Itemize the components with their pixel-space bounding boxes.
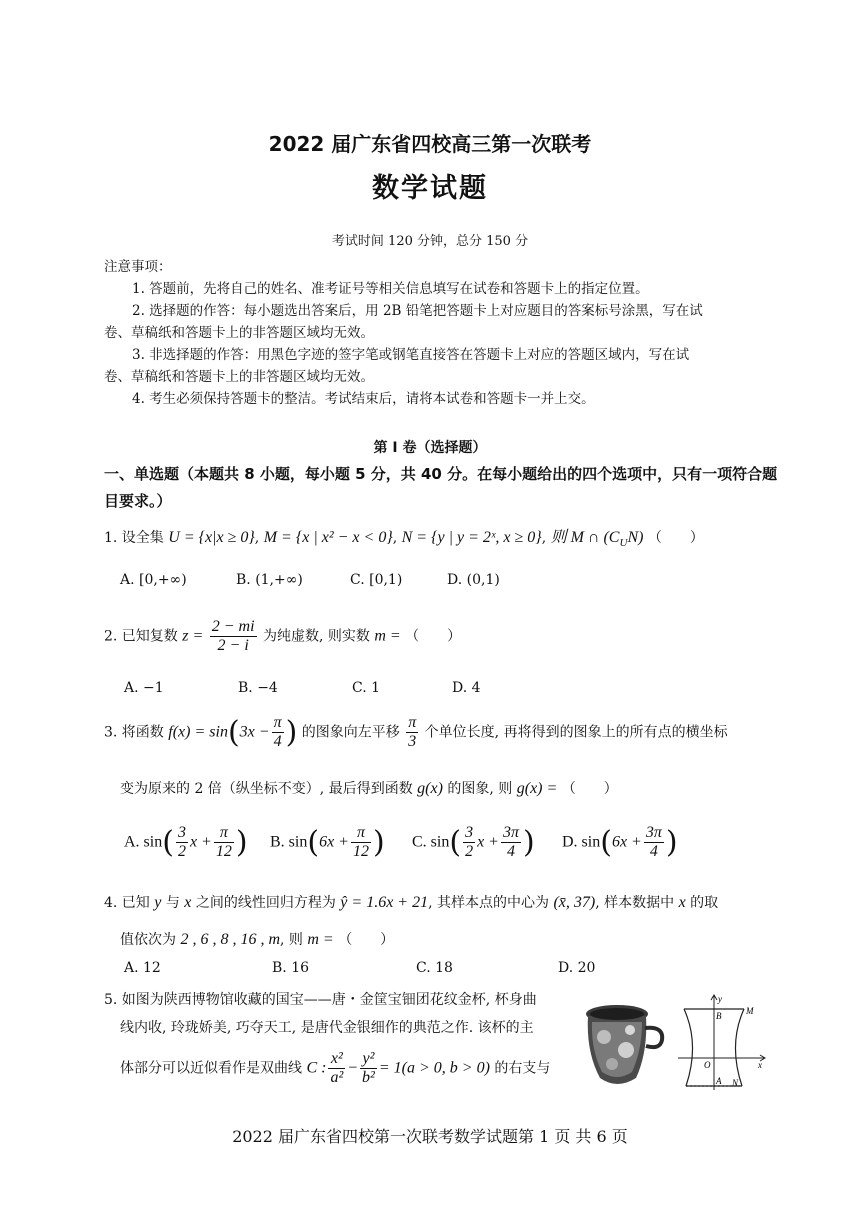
q5-frac-x bbox=[328, 1050, 345, 1087]
golden-cup-image bbox=[586, 1005, 662, 1084]
q3-opt-c-x: x + bbox=[477, 833, 499, 851]
q4-center: (x̄, 37) bbox=[553, 894, 596, 911]
q2-answer-paren: （ ） bbox=[405, 628, 462, 645]
q3-opt-a-frac1 bbox=[176, 824, 188, 861]
part1-heading-line2: 目要求。） bbox=[104, 492, 172, 510]
question-3-line2 bbox=[120, 778, 618, 798]
q3-opt-d-x: 6x + bbox=[611, 833, 642, 851]
fig-label-A: A bbox=[716, 1076, 722, 1086]
q3-pi-2: π bbox=[408, 714, 417, 731]
q3-option-a[interactable] bbox=[124, 824, 248, 861]
fig-label-x: x bbox=[758, 1060, 762, 1070]
q5-eq: = 1(a > 0, b > 0) bbox=[378, 1059, 490, 1077]
q2-z: z = bbox=[182, 627, 204, 645]
q4-line1e: , 样本数据中 bbox=[595, 895, 675, 911]
q3-opt-c-n1: 3 bbox=[465, 824, 474, 841]
q4-line2b: , 则 bbox=[280, 932, 303, 948]
q2-option-a[interactable]: A. −1 bbox=[124, 680, 164, 696]
q3-opt-a-d2: 12 bbox=[215, 843, 232, 860]
q5-minus: − bbox=[347, 1059, 359, 1077]
q3-rest: 个单位长度, 再将得到的图象上的所有点的横坐标 bbox=[424, 724, 728, 741]
fig-label-y: y bbox=[718, 994, 722, 1004]
q2-fraction bbox=[210, 618, 257, 655]
q4-line1d: , 其样本点的中心为 bbox=[428, 895, 549, 911]
q3-opt-a-frac2 bbox=[214, 824, 234, 861]
q2-mid: 为纯虚数, 则实数 bbox=[263, 628, 370, 645]
q3-opt-c-lparen: ( bbox=[449, 825, 462, 860]
q3-pi: π bbox=[273, 714, 282, 731]
notice-item-2b: 卷、草稿纸和答题卡上的非答题区域均无效。 bbox=[104, 325, 374, 341]
q1-prefix: 1. 设全集 bbox=[104, 530, 164, 546]
question-4-line2 bbox=[120, 929, 394, 949]
exam-title: 2022 届广东省四校高三第一次联考 bbox=[268, 132, 592, 156]
q3-option-c[interactable] bbox=[412, 824, 535, 861]
q1-set-U: U = {x|x ≥ 0} bbox=[168, 529, 255, 546]
q3-four: 4 bbox=[273, 733, 282, 750]
q3-line2a: 变为原来的 2 倍（纵坐标不变）, 最后得到函数 bbox=[120, 781, 413, 797]
q3-opt-a-n1: 3 bbox=[177, 824, 186, 841]
q4-option-c[interactable]: C. 18 bbox=[416, 960, 453, 976]
q3-opt-c-n2: 3π bbox=[502, 824, 519, 841]
q1-answer-paren: （ ） bbox=[647, 530, 704, 546]
q3-opt-a-lparen: ( bbox=[162, 825, 174, 860]
notice-heading: 注意事项： bbox=[104, 259, 172, 275]
q3-opt-d-lparen: ( bbox=[600, 825, 612, 860]
q5-b2: b² bbox=[362, 1069, 375, 1086]
q4-line1a: 4. 已知 bbox=[104, 895, 150, 911]
fig-label-B: B bbox=[716, 1011, 722, 1021]
notice-item-2a: 2. 选择题的作答：每小题选出答案后，用 2B 铅笔把答题卡上对应题目的答案标号涂黑，写在试 bbox=[132, 303, 703, 319]
q3-opt-b-lparen: ( bbox=[307, 825, 320, 860]
q2-prefix: 2. 已知复数 bbox=[104, 628, 178, 645]
fig-label-M: M bbox=[746, 1006, 754, 1016]
q2-option-d[interactable]: D. 4 bbox=[452, 680, 481, 696]
q3-prefix: 3. 将函数 bbox=[104, 724, 164, 741]
q3-opt-b-label: B. sin bbox=[270, 833, 308, 851]
q1-option-a[interactable]: A. [0,+∞) bbox=[120, 572, 187, 588]
q3-opt-c-d2: 4 bbox=[506, 843, 515, 860]
page-footer: 2022 届广东省四校第一次联考数学试题第 1 页 共 6 页 bbox=[232, 1127, 628, 1146]
q4-y: y bbox=[154, 894, 162, 911]
notice-item-4: 4. 考生必须保持答题卡的整洁。考试结束后，请将本试卷和答题卡一并上交。 bbox=[132, 391, 595, 407]
q1-option-d[interactable]: D. (0,1) bbox=[447, 572, 500, 588]
q3-opt-b-n: π bbox=[351, 824, 371, 843]
q3-opt-c-frac1 bbox=[463, 824, 475, 861]
question-5-line3 bbox=[120, 1050, 550, 1087]
exam-subtitle: 数学试题 bbox=[372, 173, 488, 204]
notice-item-3b: 卷、草稿纸和答题卡上的非答题区域均无效。 bbox=[104, 369, 374, 385]
q3-line2b: 的图象, 则 bbox=[447, 781, 513, 797]
question-1: 1. 设全集 U = {x|x ≥ 0}, M = {x | x² − x < 0}, N = {y | y = 2ˣ, x ≥ 0}, 则 M ∩ $(C_UN)$ （ ） bbox=[104, 529, 704, 549]
q4-option-b[interactable]: B. 16 bbox=[272, 960, 310, 976]
exam-info: 考试时间 120 分钟，总分 150 分 bbox=[331, 234, 529, 249]
q4-values: 2 , 6 , 8 , 16 , m bbox=[180, 931, 281, 948]
q3-opt-d-d: 4 bbox=[649, 843, 658, 860]
q4-line1f: 的取 bbox=[690, 895, 719, 911]
q1-ask-sub: U bbox=[619, 536, 628, 549]
q3-opt-a-d1: 2 bbox=[177, 843, 186, 860]
q3-g: g(x) bbox=[417, 780, 443, 797]
q2-m: m = bbox=[374, 627, 401, 645]
q3-opt-a-label: A. sin bbox=[124, 833, 163, 851]
q3-pi-over-4 bbox=[272, 714, 284, 751]
notice-item-3a: 3. 非选择题的作答：用黑色字迹的签字笔或钢笔直接答在答题卡上对应的答题区域内，写在试 bbox=[132, 347, 690, 363]
q3-opt-d-rparen: ) bbox=[665, 825, 678, 860]
q2-option-c[interactable]: C. 1 bbox=[352, 680, 381, 696]
part1-heading-line1: 一、单选题（本题共 8 小题，每小题 5 分，共 40 分。在每小题给出的四个选项中，只有一项符合题 bbox=[104, 465, 778, 483]
q3-inner: 3x − bbox=[239, 723, 270, 741]
fig-label-N: N bbox=[732, 1078, 739, 1088]
question-2 bbox=[104, 618, 461, 655]
notice-item-1: 1. 答题前，先将自己的姓名、准考证号等相关信息填写在试卷和答题卡上的指定位置。 bbox=[132, 281, 649, 297]
question-4-line1 bbox=[104, 892, 718, 912]
q2-option-b[interactable]: B. −4 bbox=[238, 680, 278, 696]
q4-line1c: 之间的线性回归方程为 bbox=[195, 895, 336, 911]
question-3-line1 bbox=[104, 714, 728, 751]
q3-opt-c-d1: 2 bbox=[465, 843, 474, 860]
q5-line3a: 体部分可以近似看作是双曲线 bbox=[120, 1060, 302, 1077]
q4-regression-eq: ŷ = 1.6x + 21 bbox=[340, 894, 429, 911]
q3-opt-d-n: 3π bbox=[645, 824, 662, 841]
q1-ask: 则 M ∩ (C bbox=[550, 529, 620, 546]
q3-opt-a-rparen: ) bbox=[235, 825, 248, 860]
question-5-line2: 线内收, 玲珑娇美, 巧夺天工, 是唐代金银细作的典范之作. 该杯的主 bbox=[120, 1020, 534, 1036]
q3-opt-d-frac bbox=[644, 824, 664, 861]
q4-line2a: 值依次为 bbox=[120, 932, 176, 948]
q5-C: C : bbox=[306, 1059, 327, 1077]
q1-ask-end: N) bbox=[627, 529, 644, 546]
q3-opt-b-frac bbox=[351, 824, 371, 861]
q3-pi-over-3 bbox=[406, 714, 418, 751]
q5-line3b: 的右支与 bbox=[494, 1060, 551, 1077]
q3-lparen: ( bbox=[227, 715, 240, 750]
q3-option-d[interactable] bbox=[562, 824, 678, 861]
q3-opt-c-label: C. sin bbox=[412, 833, 450, 851]
q3-opt-a-x: x + bbox=[189, 833, 212, 851]
q4-x: x bbox=[184, 894, 192, 911]
q3-rparen: ) bbox=[285, 715, 298, 750]
q3-mid: 的图象向左平移 bbox=[301, 724, 400, 741]
q1-option-b[interactable]: B. (1,+∞) bbox=[236, 572, 303, 588]
fig-label-O: O bbox=[704, 1060, 711, 1070]
q4-option-a[interactable]: A. 12 bbox=[124, 960, 161, 976]
q4-option-d[interactable]: D. 20 bbox=[558, 960, 596, 976]
q3-opt-d-label: D. sin bbox=[562, 833, 601, 851]
q1-set-M: M = {x | x² − x < 0} bbox=[263, 529, 393, 546]
q5-a2: a² bbox=[330, 1069, 344, 1086]
q3-three: 3 bbox=[408, 733, 417, 750]
q3-opt-c-rparen: ) bbox=[522, 825, 535, 860]
q2-numerator: 2 − mi bbox=[211, 618, 255, 635]
q3-opt-b-x: 6x + bbox=[319, 833, 349, 851]
q5-frac-y bbox=[360, 1050, 377, 1087]
q1-set-N: N = {y | y = 2ˣ, x ≥ 0} bbox=[401, 529, 542, 546]
q5-figure bbox=[582, 992, 772, 1092]
q3-option-b[interactable] bbox=[270, 824, 385, 861]
q3-opt-a-n2: π bbox=[214, 824, 234, 843]
q4-x2: x bbox=[678, 894, 686, 911]
section-title: 第 I 卷（选择题） bbox=[373, 440, 487, 456]
q3-opt-b-rparen: ) bbox=[372, 825, 385, 860]
q3-answer-paren: （ ） bbox=[561, 781, 618, 797]
q2-denominator: 2 − i bbox=[217, 637, 249, 654]
q3-f: f(x) = sin bbox=[168, 723, 228, 741]
q4-line1b: 与 bbox=[165, 895, 180, 911]
q3-opt-c-frac2 bbox=[501, 824, 521, 861]
q5-y2: y² bbox=[360, 1050, 377, 1069]
question-5-line1: 5. 如图为陕西博物馆收藏的国宝——唐・金筐宝钿团花纹金杯, 杯身曲 bbox=[104, 992, 537, 1008]
q1-option-c[interactable]: C. [0,1) bbox=[350, 572, 403, 588]
q4-m: m = bbox=[307, 931, 334, 948]
q3-g2: g(x) = bbox=[516, 780, 558, 797]
q3-opt-b-d: 12 bbox=[352, 843, 369, 860]
q4-answer-paren: （ ） bbox=[338, 932, 395, 948]
q5-x2: x² bbox=[328, 1050, 345, 1069]
